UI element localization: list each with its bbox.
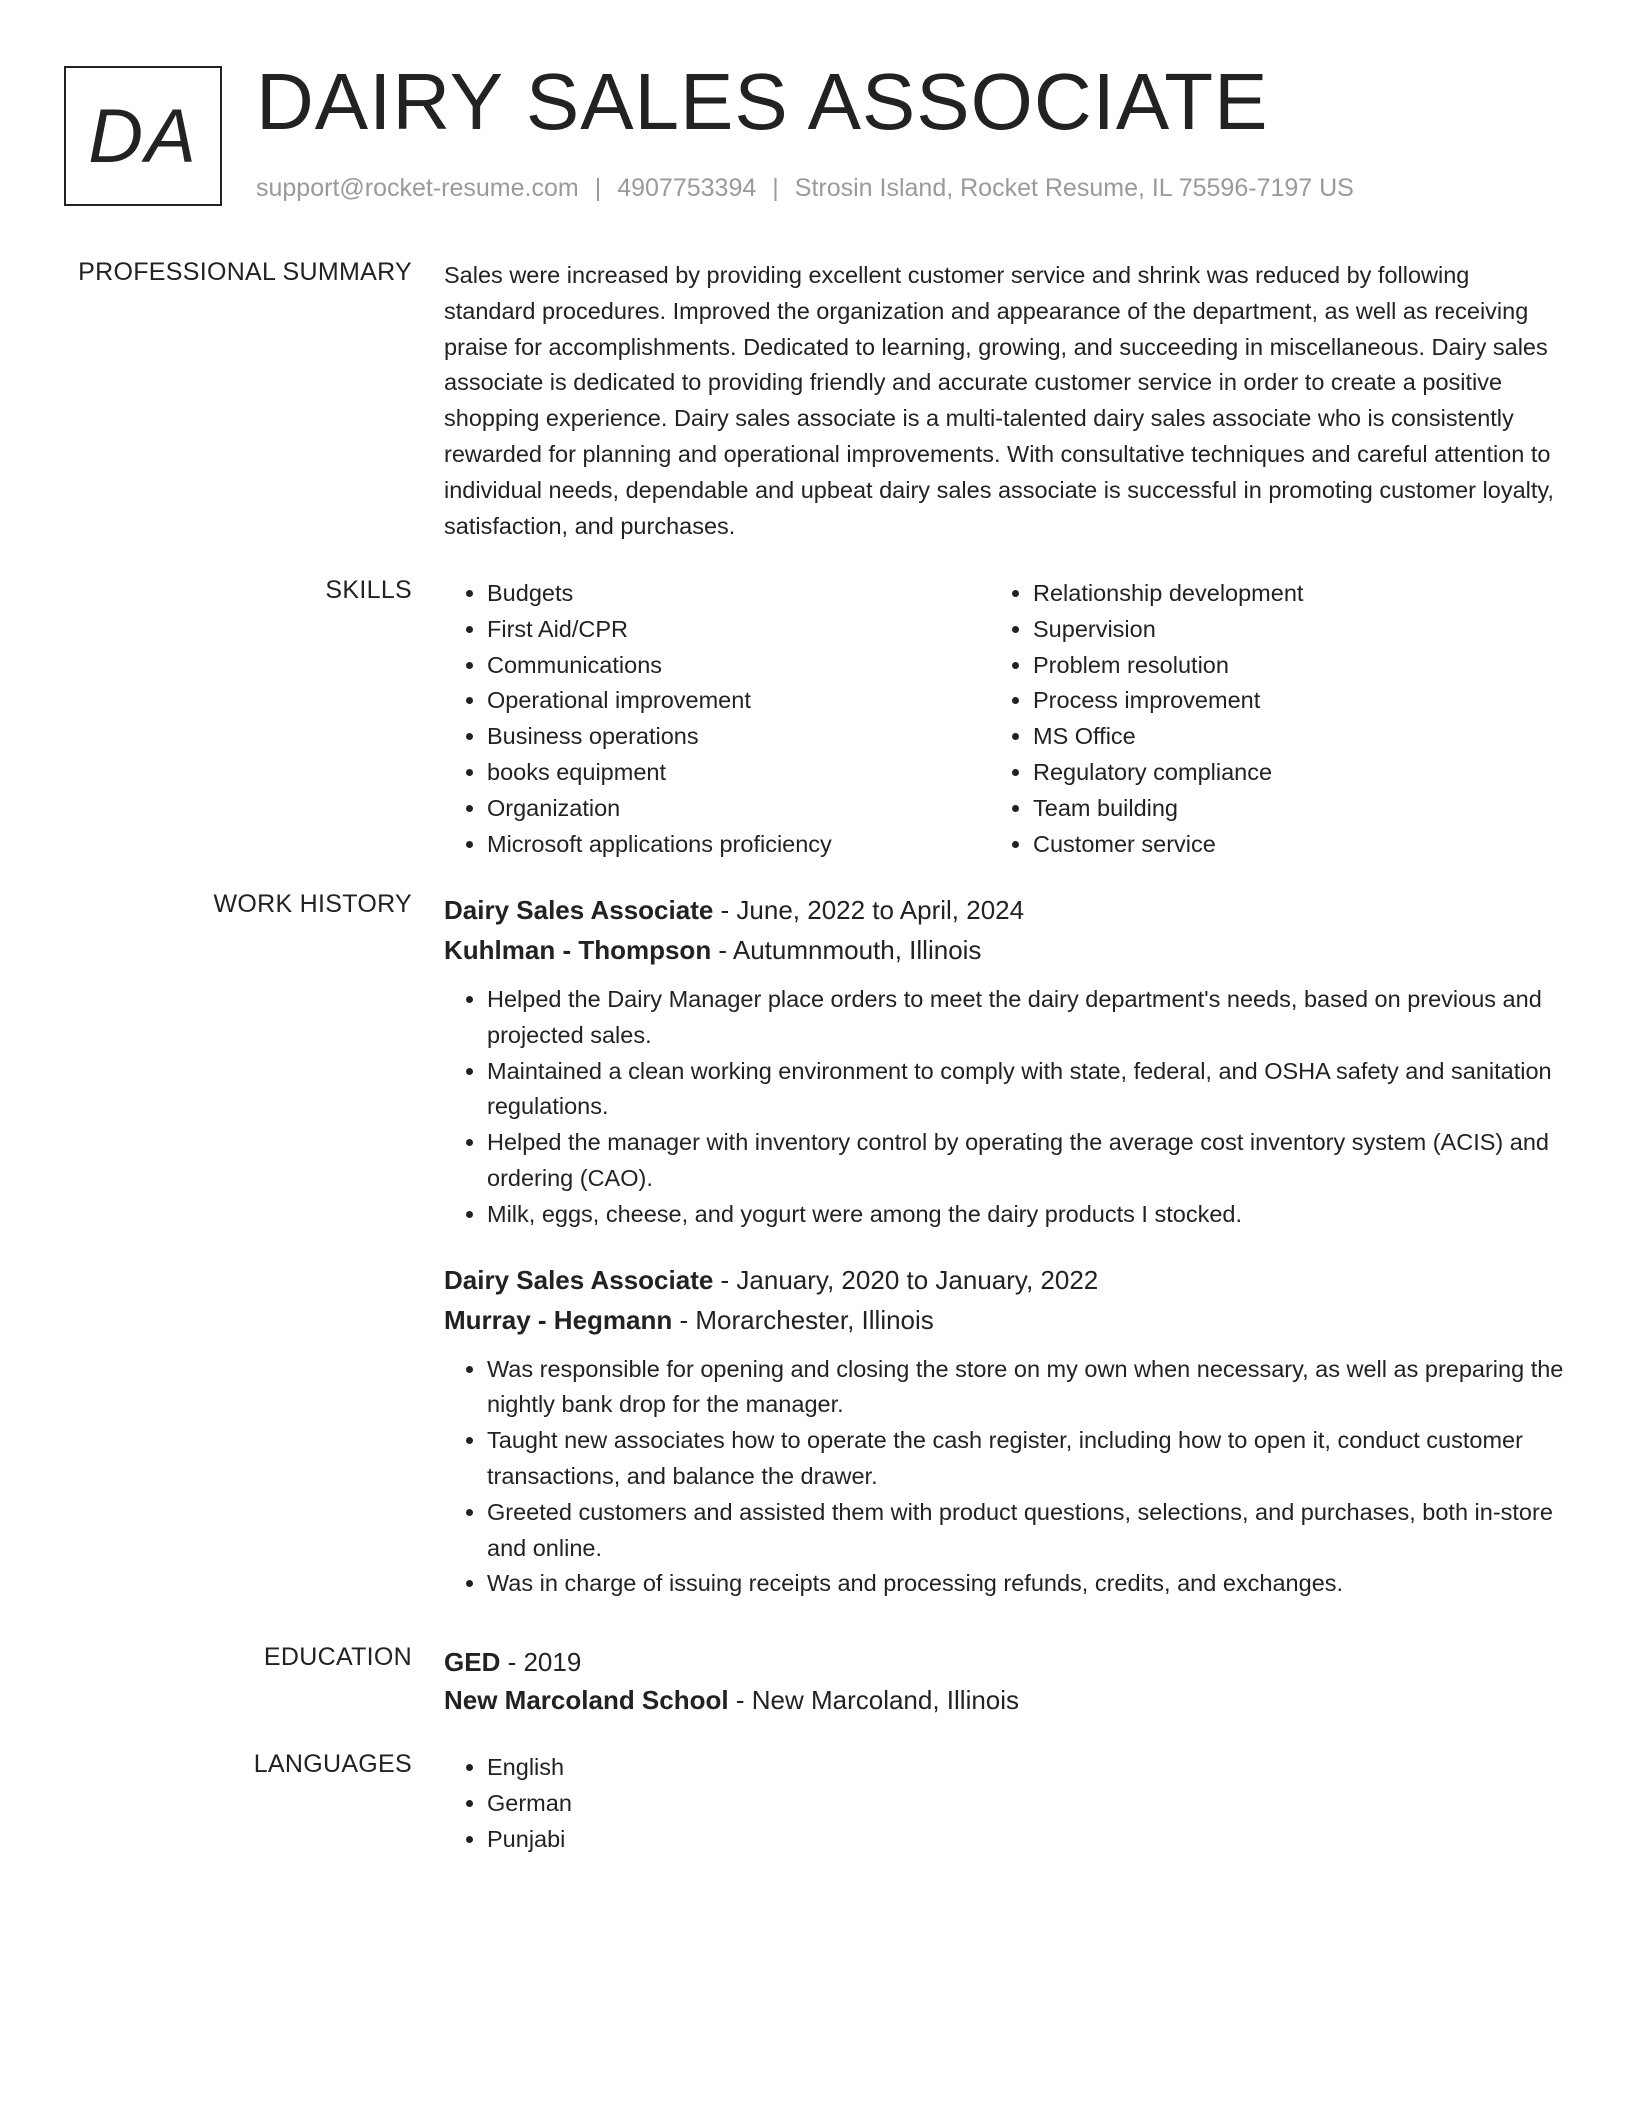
education-year: - 2019 (500, 1647, 582, 1677)
summary-text: Sales were increased by providing excellent customer service and shrink was reduced by following standard procedures. Improved the organization and appearance of the department, as well as receiving praise for accomplishments. Dedicated to learning, growing, and succeeding in miscellaneous. Dairy sales associate is dedicated to providing friendly and accurate customer service in order to create a positive shopping experience. Dairy sales associate is a multi-talented dairy sales associate who is consistently rewarded for planning and operational improvements. With consultative techniques and careful attention to individual needs, dependable and upbeat dairy sales associate is successful in promoting customer loyalty, satisfaction, and purchases. (444, 262, 1554, 539)
skills-body (444, 576, 1564, 862)
job-entry (444, 890, 1564, 1233)
monogram-badge: DA (64, 66, 222, 206)
education-location: - New Marcoland, Illinois (728, 1685, 1020, 1715)
education-school-line (444, 1681, 1564, 1719)
job-title: Dairy Sales Associate (444, 1264, 714, 1295)
section-label-work-history: WORK HISTORY (213, 890, 412, 918)
section-label-summary: PROFESSIONAL SUMMARY (78, 258, 412, 286)
skill-item: • Budgets (487, 576, 990, 612)
job-bullets (444, 1352, 1564, 1603)
language-item: • Punjabi (487, 1822, 1564, 1858)
contact-line (256, 174, 1354, 203)
skill-item: • Regulatory compliance (1033, 755, 1536, 791)
job-company-line (444, 1300, 1564, 1340)
job-bullet: • Was responsible for opening and closing the store on my own when necessary, as well as preparing the nightly bank drop for the manager. (487, 1352, 1564, 1424)
job-bullets (444, 982, 1564, 1233)
education-degree: GED (444, 1647, 501, 1677)
job-bullet: • Helped the Dairy Manager place orders to meet the dairy department's needs, based on previous and projected sales. (487, 982, 1564, 1054)
skill-item: • Problem resolution (1033, 648, 1536, 684)
skill-item: • Team building (1033, 791, 1536, 827)
resume-title: DAIRY SALES ASSOCIATE (256, 57, 1269, 146)
job-title-line (444, 1260, 1564, 1300)
job-bullet: • Greeted customers and assisted them with product questions, selections, and purchases, both in-store and online. (487, 1495, 1564, 1567)
skill-item: • Organization (487, 791, 990, 827)
section-label-education: EDUCATION (263, 1643, 412, 1671)
skill-item: • Microsoft applications proficiency (487, 827, 990, 863)
job-title: Dairy Sales Associate (444, 895, 714, 925)
skill-item: • MS Office (1033, 719, 1536, 755)
skill-item: • Process improvement (1033, 683, 1536, 719)
job-bullet: • Taught new associates how to operate the cash register, including how to open it, conduct customer transactions, and balance the drawer. (487, 1423, 1564, 1495)
job-bullet: • Milk, eggs, cheese, and yogurt were among the dairy products I stocked. (487, 1197, 1564, 1233)
job-dates: - June, 2022 to April, 2024 (713, 895, 1025, 925)
job-location: - Autumnmouth, Illinois (711, 935, 982, 965)
skill-item: • Business operations (487, 719, 990, 755)
job-bullet: • Was in charge of issuing receipts and processing refunds, credits, and exchanges. (487, 1566, 1564, 1602)
skill-item: • Communications (487, 648, 990, 684)
skill-item: • First Aid/CPR (487, 612, 990, 648)
contact-email[interactable]: support@rocket-resume.com (256, 174, 579, 202)
education-degree-line (444, 1643, 1564, 1681)
job-company: Kuhlman - Thompson (444, 935, 712, 965)
language-item: • German (487, 1786, 1564, 1822)
contact-separator: | (594, 174, 602, 202)
contact-phone[interactable]: 4907753394 (617, 174, 757, 202)
languages-list (444, 1750, 1564, 1857)
job-title-line (444, 890, 1564, 930)
section-label-languages: LANGUAGES (253, 1750, 412, 1778)
skill-item: • Operational improvement (487, 683, 990, 719)
job-bullet: • Helped the manager with inventory control by operating the average cost inventory system (ACIS) and ordering (CAO). (487, 1125, 1564, 1197)
summary-body (444, 258, 1564, 544)
education-body (444, 1643, 1564, 1719)
language-item: • English (487, 1750, 1564, 1786)
skill-item: • Customer service (1033, 827, 1536, 863)
languages-body (444, 1750, 1564, 1857)
skills-list-left (444, 576, 990, 862)
contact-address: Strosin Island, Rocket Resume, IL 75596-7197 US (794, 174, 1354, 202)
section-label-skills: SKILLS (325, 576, 412, 604)
job-company: Murray - Hegmann (444, 1304, 673, 1335)
contact-separator: | (772, 174, 779, 202)
job-company-line (444, 930, 1564, 970)
skill-item: • books equipment (487, 755, 990, 791)
skills-list-right (990, 576, 1536, 862)
job-entry (444, 1260, 1564, 1603)
work-history-body (444, 890, 1564, 1602)
skill-item: • Supervision (1033, 612, 1536, 648)
job-dates: - January, 2020 to January, 2022 (713, 1264, 1099, 1295)
job-location: - Morarchester, Illinois (672, 1304, 934, 1335)
job-bullet: • Maintained a clean working environment to comply with state, federal, and OSHA safety and sanitation regulations. (487, 1054, 1564, 1126)
education-school: New Marcoland School (444, 1685, 729, 1715)
skill-item: • Relationship development (1033, 576, 1536, 612)
